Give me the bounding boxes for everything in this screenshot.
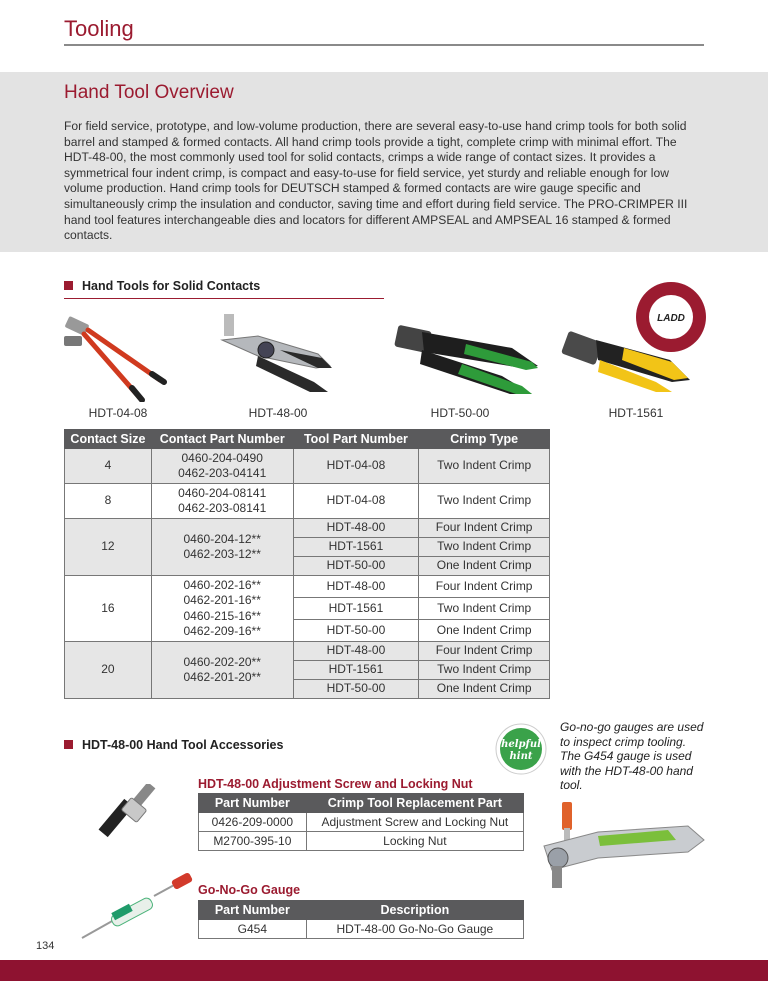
- tool-caption-hdt-48-00: HDT-48-00: [248, 406, 308, 420]
- go-no-go-gauge-icon: [74, 872, 198, 942]
- table-row: [65, 484, 550, 519]
- part-number-cell: M2700-395-10: [199, 832, 307, 851]
- crimp-type-cell: Four Indent Crimp: [419, 576, 550, 598]
- page-number: 134: [36, 940, 55, 952]
- crimp-tool-hdt-04-08-icon: [60, 312, 170, 402]
- adjustment-title: HDT-48-00 Adjustment Screw and Locking Nut: [198, 777, 473, 791]
- column-header: Tool Part Number: [293, 430, 419, 449]
- crimp-type-cell: Two Indent Crimp: [419, 661, 550, 680]
- table-row: [65, 519, 550, 538]
- accessories-heading-text: HDT-48-00 Hand Tool Accessories: [82, 738, 284, 752]
- adjustment-table: [198, 793, 524, 851]
- hint-badge-line1: helpful: [501, 739, 541, 750]
- contact-part-number: 0462-203-04141: [178, 466, 267, 480]
- overview-body: For field service, prototype, and low-volume production, there are several easy-to-use hand crimp tools for both solid barrel and stamped & formed contacts. All hand crimp tools provide a tight, complete crimp with minimal effort. The HDT-48-00, the most commonly used tool for solid contacts, crimps a wide range of contact sizes. It provides a symmetrical four indent crimp, is compact and easy-to-use for field service, yet sturdy and reliable enough for low volume production. Hand crimp tools for DEUTSCH stamped & formed contacts are wire gauge specific and simultaneously crimp the insulation and conductor, saving time and effort during field service. The PRO-CRIMPER III hand tool features interchangeable dies and locators for different AMPSEAL and AMPSEAL 16 stamped & formed contacts.: [64, 119, 688, 243]
- overview-title: Hand Tool Overview: [64, 82, 234, 103]
- column-header: Contact Size: [65, 430, 152, 449]
- contact-size-cell: 8: [65, 484, 152, 519]
- helpful-hint-icon: [494, 722, 548, 776]
- contact-part-cell: [151, 576, 293, 642]
- svg-text:LADD: LADD: [657, 313, 685, 324]
- tool-part-cell: HDT-1561: [293, 598, 419, 620]
- tool-caption-hdt-04-08: HDT-04-08: [88, 406, 148, 420]
- crimp-type-cell: Four Indent Crimp: [419, 519, 550, 538]
- crimp-type-cell: One Indent Crimp: [419, 557, 550, 576]
- crimp-type-cell: Two Indent Crimp: [419, 538, 550, 557]
- gauge-title: Go-No-Go Gauge: [198, 883, 301, 897]
- footer-bar: [0, 960, 768, 981]
- contact-part-cell: [151, 642, 293, 699]
- page-section-title: Tooling: [64, 16, 134, 41]
- tool-part-cell: HDT-50-00: [293, 557, 419, 576]
- contact-part-number: 0460-202-16**: [183, 577, 261, 592]
- tool-part-cell: HDT-50-00: [293, 680, 419, 699]
- crimp-type-cell: One Indent Crimp: [419, 680, 550, 699]
- contact-part-number: 0460-202-20**: [183, 654, 261, 669]
- contact-part-cell: [151, 484, 293, 519]
- bullet-square-icon: [64, 740, 73, 749]
- tool-caption-hdt-50-00: HDT-50-00: [430, 406, 490, 420]
- hint-text: Go-no-go gauges are used to inspect crimp tooling. The G454 gauge is used with the HDT-48-00 hand tool.: [560, 720, 704, 792]
- tool-part-cell: HDT-48-00: [293, 642, 419, 661]
- contact-part-cell: [151, 449, 293, 484]
- part-number-cell: G454: [199, 920, 307, 939]
- solid-contacts-table: [64, 429, 550, 699]
- hint-badge-line2: hint: [509, 751, 533, 762]
- contact-part-number: 0462-209-16**: [183, 624, 261, 638]
- header-divider: [64, 44, 704, 46]
- contact-size-cell: 12: [65, 519, 152, 576]
- tool-part-cell: HDT-48-00: [293, 519, 419, 538]
- table-row: [199, 832, 524, 851]
- replacement-part-cell: Adjustment Screw and Locking Nut: [306, 813, 523, 832]
- tool-part-cell: HDT-1561: [293, 538, 419, 557]
- solid-contacts-heading-text: Hand Tools for Solid Contacts: [82, 279, 261, 293]
- crimp-tool-hdt-48-00-icon: [218, 310, 338, 395]
- adjustment-screw-icon: [92, 784, 172, 844]
- crimp-tool-hdt-50-00-icon: [392, 318, 542, 398]
- tool-part-cell: HDT-1561: [293, 661, 419, 680]
- contact-size-cell: 4: [65, 449, 152, 484]
- contact-part-number: 0462-203-12**: [183, 547, 261, 561]
- contact-part-cell: [151, 519, 293, 576]
- gauge-in-tool-icon: [538, 800, 708, 892]
- ladd-exclusive-badge-icon: [634, 280, 708, 354]
- table-header-row: [65, 430, 550, 449]
- tool-part-cell: HDT-04-08: [293, 449, 419, 484]
- gauge-table: [198, 900, 524, 939]
- table-row: [65, 576, 550, 598]
- replacement-part-cell: Locking Nut: [306, 832, 523, 851]
- column-header: Part Number: [199, 901, 307, 920]
- column-header: Crimp Tool Replacement Part: [306, 794, 523, 813]
- part-number-cell: 0426-209-0000: [199, 813, 307, 832]
- column-header: Crimp Type: [419, 430, 550, 449]
- solid-contacts-heading: [64, 279, 260, 293]
- contact-part-number: 0460-204-08141: [178, 485, 267, 500]
- crimp-type-cell: Two Indent Crimp: [419, 598, 550, 620]
- column-header: Part Number: [199, 794, 307, 813]
- column-header: Contact Part Number: [151, 430, 293, 449]
- table-row: [199, 920, 524, 939]
- table-header-row: [199, 794, 524, 813]
- crimp-type-cell: Two Indent Crimp: [419, 484, 550, 519]
- table-row: [65, 449, 550, 484]
- tool-part-cell: HDT-50-00: [293, 620, 419, 642]
- tool-part-cell: HDT-04-08: [293, 484, 419, 519]
- crimp-type-cell: One Indent Crimp: [419, 620, 550, 642]
- contact-part-number: 0462-203-08141: [178, 501, 267, 515]
- solid-contacts-rule: [64, 298, 384, 299]
- contact-part-number: 0460-204-12**: [183, 531, 261, 546]
- table-row: [65, 642, 550, 661]
- crimp-type-cell: Four Indent Crimp: [419, 642, 550, 661]
- contact-part-number: 0462-201-16**: [183, 593, 261, 607]
- bullet-square-icon: [64, 281, 73, 290]
- crimp-type-cell: Two Indent Crimp: [419, 449, 550, 484]
- table-row: [199, 813, 524, 832]
- contact-size-cell: 20: [65, 642, 152, 699]
- contact-part-number: 0460-204-0490: [181, 450, 263, 465]
- contact-part-number: 0460-215-16**: [183, 608, 261, 623]
- table-header-row: [199, 901, 524, 920]
- contact-size-cell: 16: [65, 576, 152, 642]
- contact-part-number: 0462-201-20**: [183, 670, 261, 684]
- description-cell: HDT-48-00 Go-No-Go Gauge: [306, 920, 523, 939]
- tool-part-cell: HDT-48-00: [293, 576, 419, 598]
- accessories-heading: [64, 738, 283, 752]
- tool-caption-hdt-1561: HDT-1561: [608, 406, 664, 420]
- column-header: Description: [306, 901, 523, 920]
